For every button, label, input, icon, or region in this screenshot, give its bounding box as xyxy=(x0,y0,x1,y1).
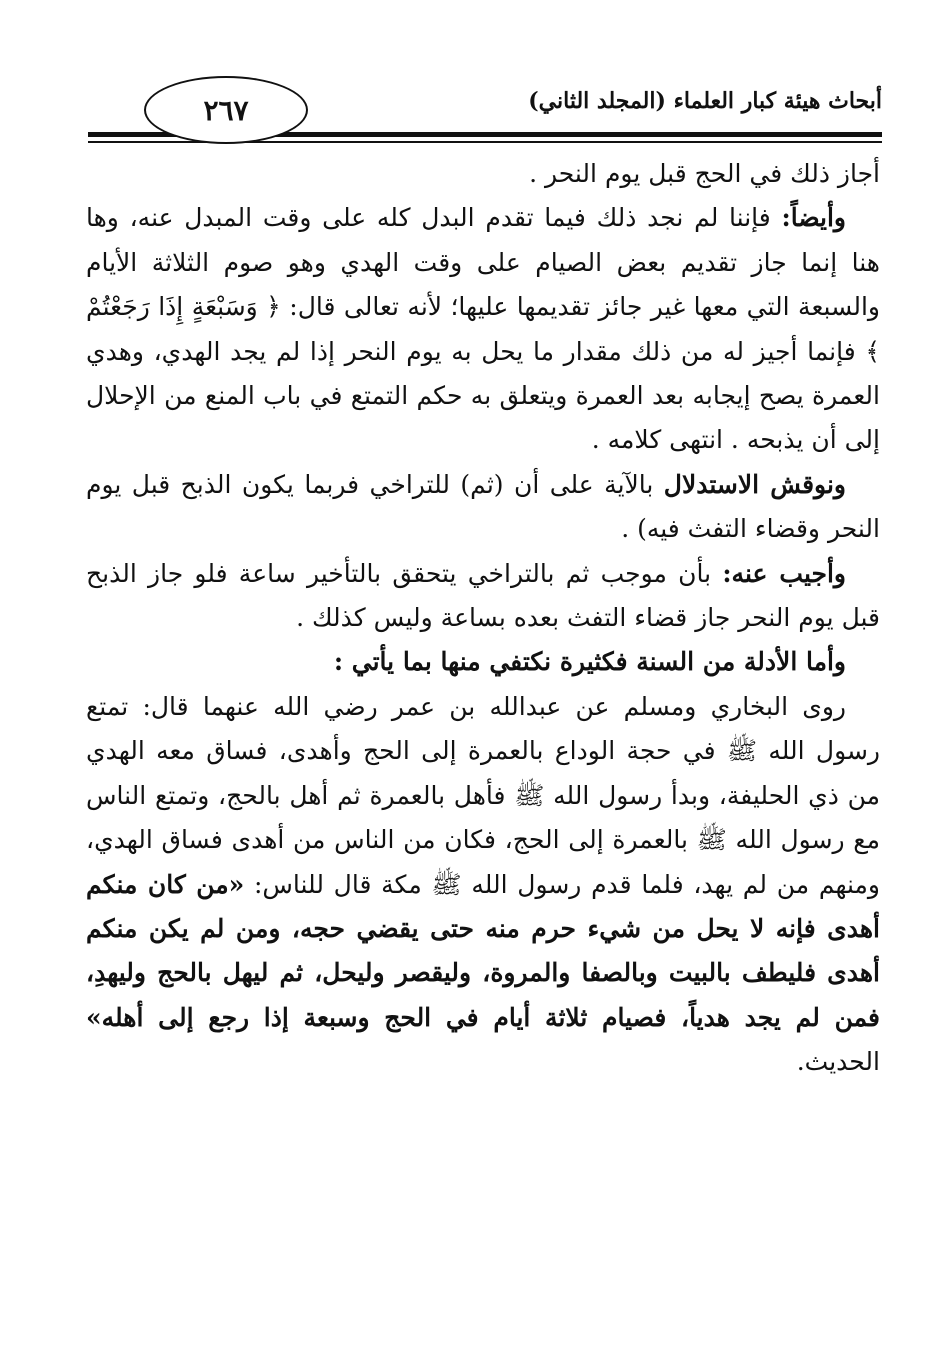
paragraph-4 xyxy=(86,552,880,641)
paragraph-1-text: أجاز ذلك في الحج قبل يوم النحر . xyxy=(529,159,880,188)
running-title: أبحاث هيئة كبار العلماء (المجلد الثاني) xyxy=(528,88,882,114)
quran-verse: ﴿ وَسَبْعَةٍ إِذَا رَجَعْتُمْ ﴾ xyxy=(86,292,880,366)
paragraph-2-lead: وأيضاً: xyxy=(781,203,846,233)
page-header xyxy=(88,74,882,152)
paragraph-1 xyxy=(86,152,880,196)
paragraph-3-lead: ونوقش الاستدلال xyxy=(663,469,846,499)
paragraph-6 xyxy=(86,685,880,1085)
page-number: ٢٦٧ xyxy=(203,93,249,127)
hadith-quote: «من كان منكم أهدى فإنه لا يحل من شيء حرم منه حتى يقضي حجه، ومن لم يكن منكم أهدى فليطف بالبيت وبالصفا والمروة، وليقصر وليحل، ثم ليهل بالحج وليهدِ، فمن لم يجد هدياً، فصيام ثلاثة أيام في الحج وسبعة إذا رجع إلى أهله» xyxy=(86,869,880,1032)
page-body xyxy=(86,152,880,1085)
paragraph-3-text: بالآية على أن (ثم) للتراخي فربما يكون الذبح قبل يوم النحر وقضاء التفث فيه) . xyxy=(86,469,880,544)
paragraph-4-lead: وأجيب عنه: xyxy=(722,558,846,588)
paragraph-5-text: وأما الأدلة من السنة فكثيرة نكتفي منها بما يأتي : xyxy=(333,647,846,677)
paragraph-2-text-continued: فإنما أجيز له من ذلك مقدار ما يحل به يوم النحر إذا لم يجد الهدي، وهدي العمرة يصح إيجابه بعد العمرة ويتعلق به حكم التمتع في باب المنع من الإحلال إلى أن يذبحه . انتهى كلامه . xyxy=(86,336,880,455)
paragraph-6-text: روى البخاري ومسلم عن عبدالله بن عمر رضي الله عنهما قال: تمتع رسول الله ﷺ في حجة الوداع بالعمرة إلى الحج وأهدى، فساق معه الهدي من ذي الحليفة، وبدأ رسول الله ﷺ فأهل بالعمرة ثم أهل بالحج، وتمتع الناس مع رسول الله ﷺ بالعمرة إلى الحج، فكان من الناس من أهدى فساق الهدي، ومنهم من لم يهد، فلما قدم رسول الله ﷺ مكة قال للناس: xyxy=(86,691,880,899)
paragraph-2 xyxy=(86,196,880,462)
paragraph-4-text: بأن موجب ثم بالتراخي يتحقق بالتأخير ساعة فلو جاز الذبح قبل يوم النحر جاز قضاء التفث بعده بساعة وليس كذلك . xyxy=(86,558,880,633)
paragraph-2-text: فإننا لم نجد ذلك فيما تقدم البدل كله على وقت المبدل عنه، وها هنا إنما جاز تقديم بعض الصيام على وقت الهدي وهو صوم الثلاثة الأيام والسبعة التي معها غير جائز تقديمها عليها؛ لأنه تعالى قال: xyxy=(86,203,881,322)
page-number-oval xyxy=(144,76,308,144)
paragraph-5 xyxy=(86,640,880,684)
paragraph-3 xyxy=(86,463,880,552)
paragraph-6-tail: الحديث. xyxy=(796,1047,880,1077)
